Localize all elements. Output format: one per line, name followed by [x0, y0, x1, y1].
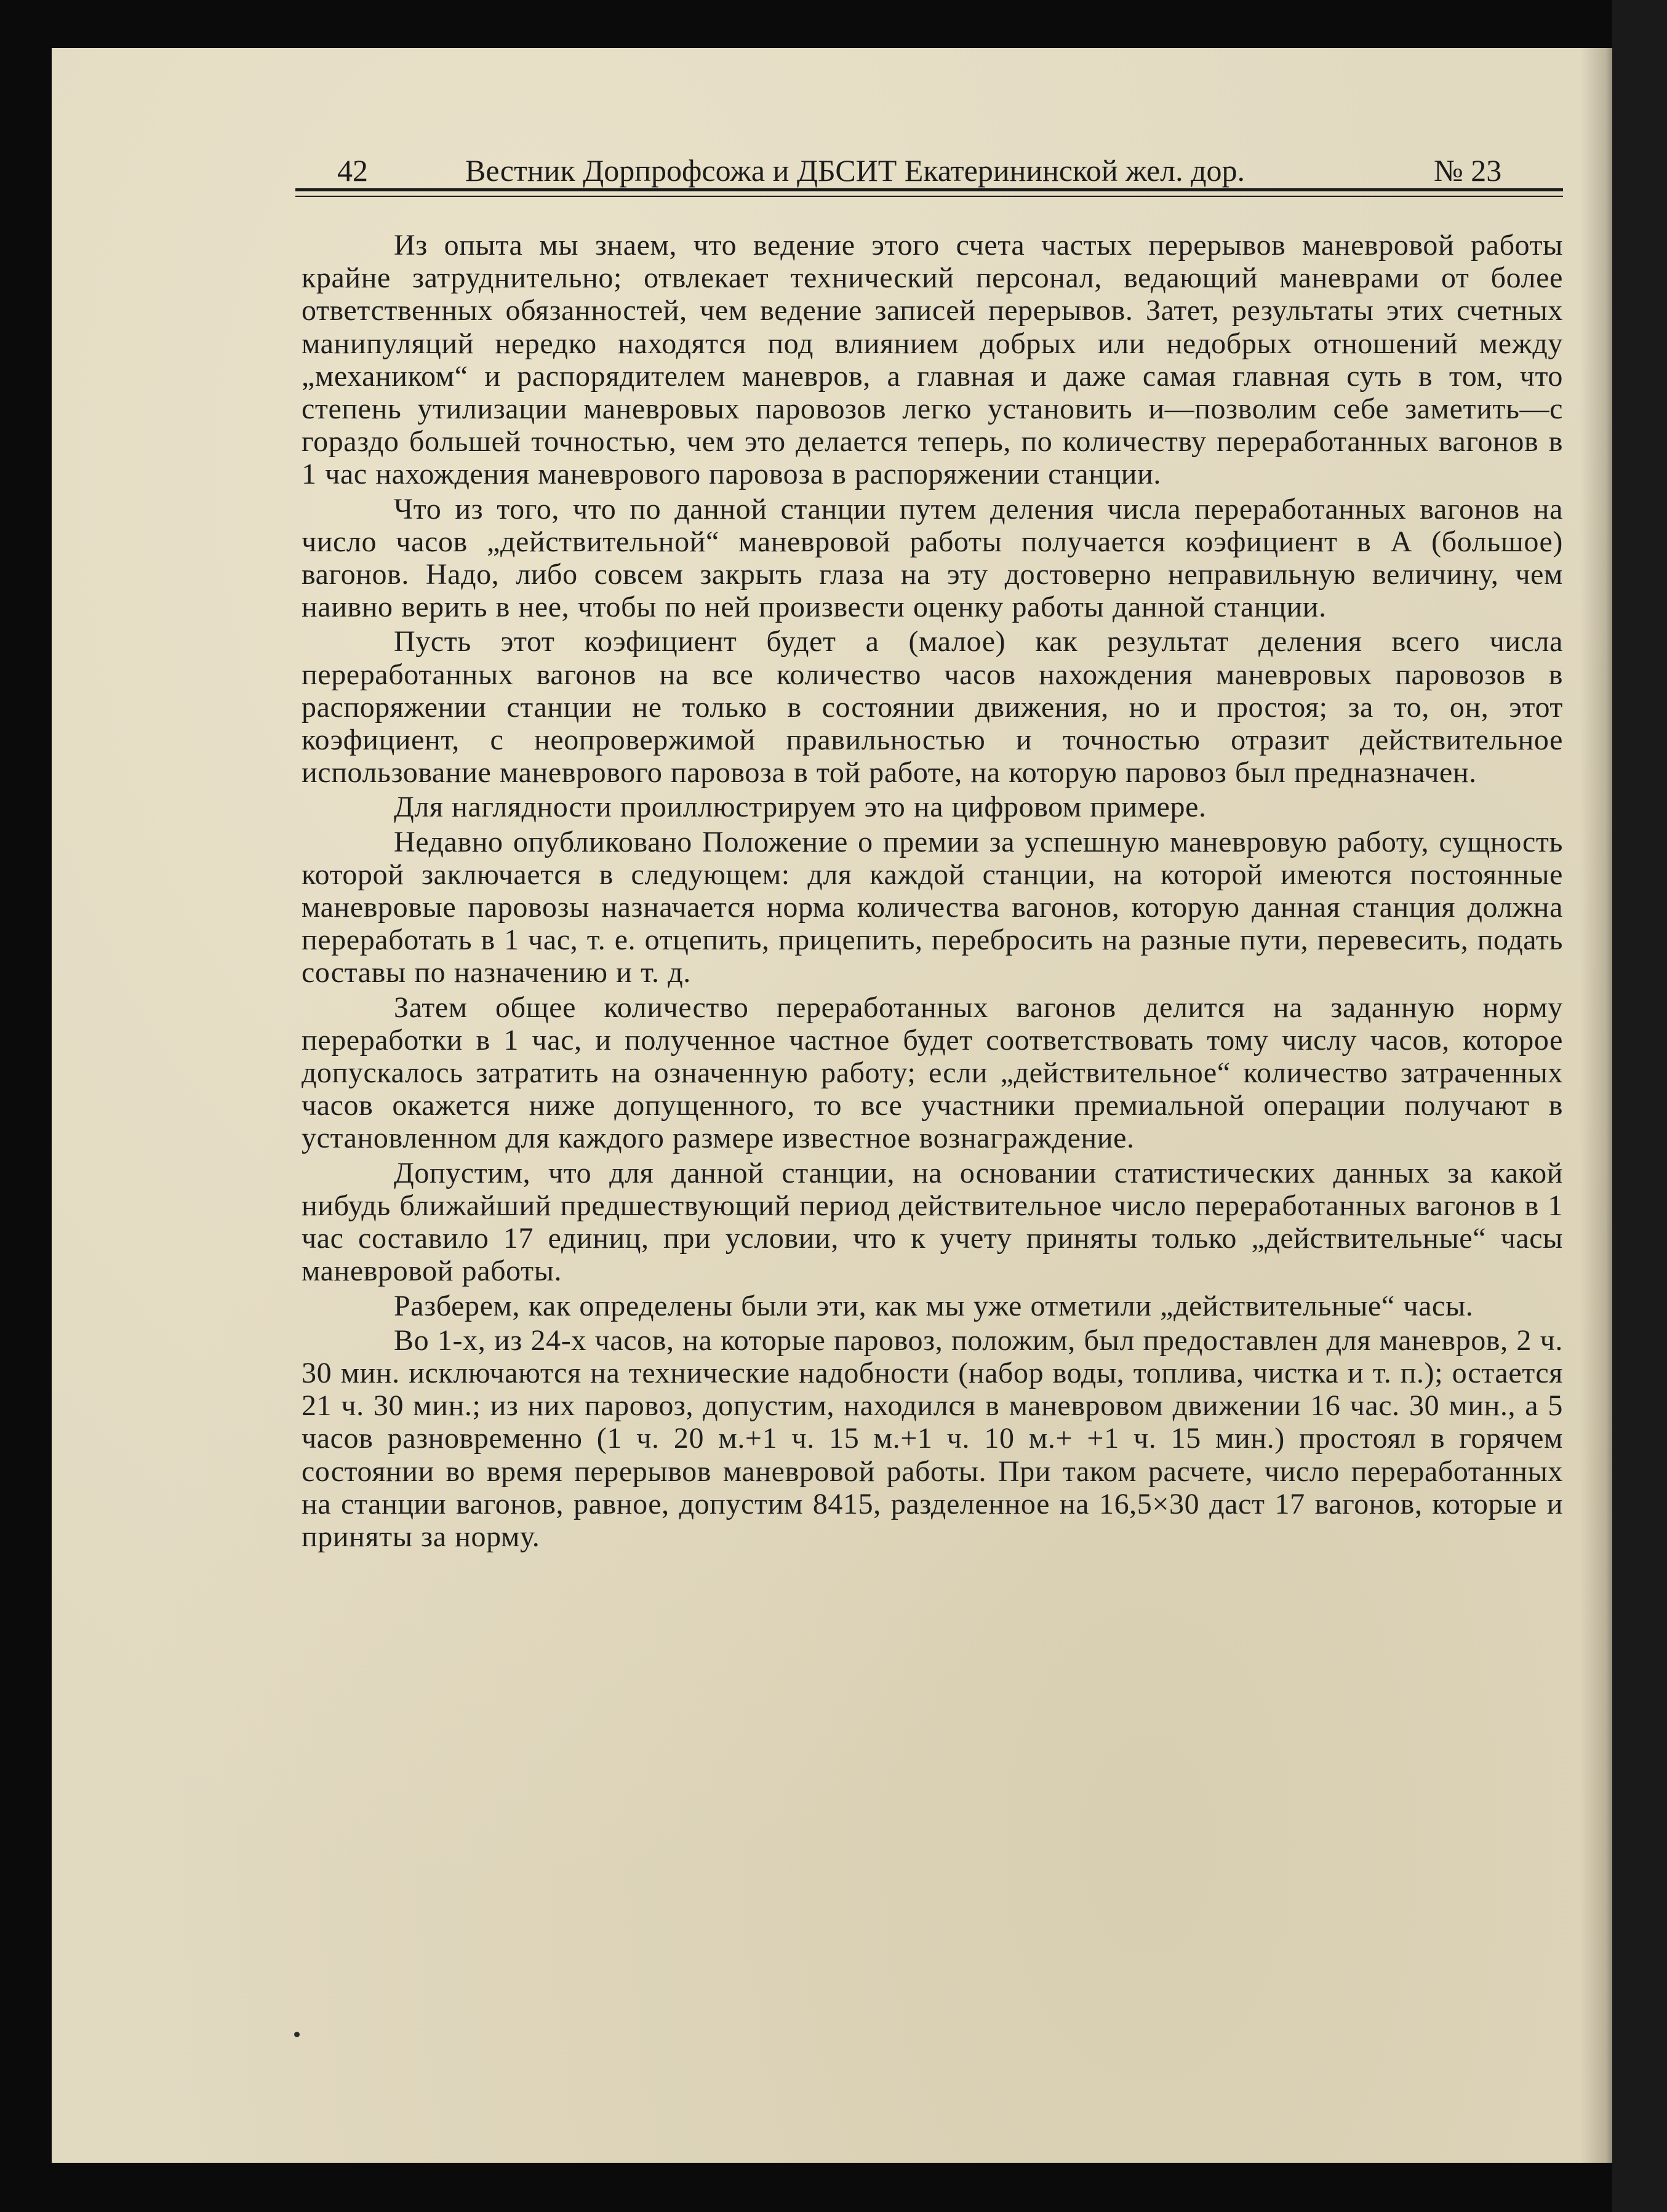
issue-number: № 23 — [1434, 153, 1502, 188]
paragraph: Недавно опубликовано Положение о премии за успешную маневровую работу, сущность которой заключается в следующем: для каждой станции, на которой имеются постоянные маневровые паровозы назначается норма количества вагонов, которую данная станция должна переработать в 1 час, т. е. отцепить, прицепить, перебросить на разные пути, перевесить, подать составы по назначению и т. д. — [302, 825, 1563, 989]
journal-title: Вестник Дорпрофсожа и ДБСИТ Екатерининской жел. дор. — [465, 153, 1245, 188]
running-header — [246, 145, 1563, 194]
paragraph: Что из того, что по данной станции путем деления числа переработанных вагонов на число часов „действительной“ маневровой работы получается коэфициент в А (большое) вагонов. Надо, либо совсем закрыть глаза на эту достоверно неправильную величину, чем наивно верить в нее, чтобы по ней произвести оценку работы данной станции. — [302, 492, 1563, 624]
header-rule-thick — [295, 188, 1563, 191]
header-rule-thin — [295, 196, 1563, 197]
paragraph: Допустим, что для данной станции, на основании статистических данных за какой нибудь ближайший предшествующий период действительное число переработанных вагонов в 1 час составило 17 единиц, при условии, что к учету приняты только „действительные“ часы маневровой работы. — [302, 1156, 1563, 1288]
paragraph: Разберем, как определены были эти, как мы уже отметили „действительные“ часы. — [394, 1289, 1474, 1322]
facing-page-edge — [1612, 0, 1667, 2212]
paragraph: Из опыта мы знаем, что ведение этого счета частых перерывов маневровой работы крайне затруднительно; отвлекает технический персонал, ведающий маневрами от более ответственных обязанностей, чем ведение записей перерывов. Затет, результаты этих счетных манипуляций нередко находятся под влиянием добрых или недобрых отношений между „механиком“ и распорядителем маневров, а главная и даже самая главная суть в том, что степень утилизации маневровых паровозов легко установить и—позволим себе заметить—с гораздо большей точностью, чем это делается теперь, по количеству переработанных вагонов в 1 час нахождения маневрового паровоза в распоряжении станции. — [302, 229, 1563, 491]
ink-spot — [294, 2032, 300, 2037]
paragraph: Во 1-х, из 24-х часов, на которые паровоз, положим, был предоставлен для маневров, 2 ч. 30 мин. исключаются на технические надобности (набор воды, топлива, чистка и т. п.); остается 21 ч. 30 мин.; из них паровоз, допустим, находился в маневровом движении 16 час. 30 мин., а 5 часов разновременно (1 ч. 20 м.+1 ч. 15 м.+1 ч. 10 м.+ +1 ч. 15 мин.) простоял в горячем состоянии во время перерывов маневровой работы. При таком расчете, число переработанных на станции вагонов, равное, допустим 8415, разделенное на 16,5×30 даст 17 вагонов, которые и приняты за норму. — [302, 1324, 1563, 1553]
paragraph: Для наглядности проиллюстрируем это на цифровом примере. — [394, 791, 1207, 824]
page-number: 42 — [337, 153, 368, 188]
paragraph: Пусть этот коэфициент будет а (малое) как результат деления всего числа переработанных вагонов на все количество часов нахождения маневровых паровозов в распоряжении станции не только в состоянии движения, но и простоя; за то, он, этот коэфициент, с неопровержимой правильностью и точностью отразит действительное использование маневрового паровоза в той работе, на которую паровоз был предназначен. — [302, 625, 1563, 789]
article-body — [302, 229, 1563, 1555]
paragraph: Затем общее количество переработанных вагонов делится на заданную норму переработки в 1 час, и полученное частное будет соответствовать тому числу часов, которое допускалось затратить на означенную работу; если „действительное“ количество затраченных часов окажется ниже допущенного, то все участники премиальной операции получают в установленном для каждого размере известное вознаграждение. — [302, 991, 1563, 1155]
